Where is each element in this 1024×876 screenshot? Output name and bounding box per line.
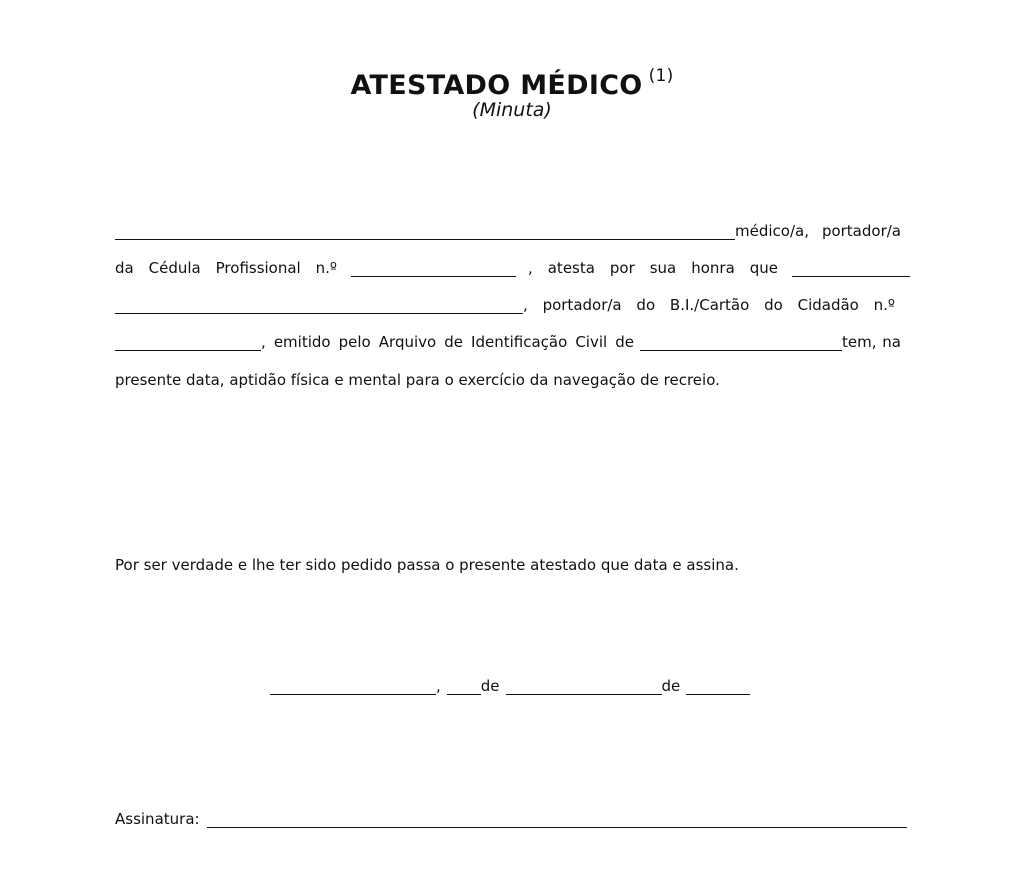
doctor-name-field[interactable] bbox=[115, 223, 735, 240]
month-field[interactable] bbox=[506, 678, 662, 695]
paragraph-line-4 bbox=[115, 329, 901, 351]
issuing-location-field[interactable] bbox=[640, 334, 842, 351]
date-de-1: de bbox=[480, 677, 500, 695]
paragraph-line-3 bbox=[115, 292, 895, 314]
signature-line bbox=[115, 806, 907, 828]
line5-text: presente data, aptidão física e mental para o exercício da navegação de recreio. bbox=[115, 371, 720, 389]
professional-card-number-field[interactable] bbox=[351, 260, 516, 277]
closing-text: Por ser verdade e lhe ter sido pedido passa o presente atestado que data e assina. bbox=[115, 556, 739, 574]
date-de-2: de bbox=[661, 677, 681, 695]
date-line bbox=[270, 673, 770, 695]
year-field[interactable] bbox=[686, 678, 750, 695]
line2-text-part2: , atesta por sua honra que bbox=[528, 259, 778, 277]
date-comma: , bbox=[436, 677, 441, 695]
signature-label: Assinatura: bbox=[115, 810, 200, 828]
document-subtitle: (Minuta) bbox=[472, 99, 552, 121]
patient-name-field-start[interactable] bbox=[792, 260, 910, 277]
paragraph-line-1 bbox=[115, 218, 901, 240]
signature-field[interactable] bbox=[207, 811, 907, 828]
line2-text-part1: da Cédula Profissional n.º bbox=[115, 259, 337, 277]
line4-text-part2: tem, na bbox=[842, 333, 901, 351]
closing-statement bbox=[115, 552, 901, 574]
paragraph-line-2 bbox=[115, 255, 910, 277]
place-field[interactable] bbox=[270, 678, 436, 695]
day-field[interactable] bbox=[447, 678, 481, 695]
title-text: ATESTADO MÉDICO bbox=[350, 70, 643, 101]
patient-name-field[interactable] bbox=[115, 297, 523, 314]
line4-text-part1: , emitido pelo Arquivo de Identificação Civil de bbox=[261, 333, 634, 351]
paragraph-line-5 bbox=[115, 367, 901, 389]
footnote-reference: (1) bbox=[648, 66, 674, 86]
line3-text: , portador/a do B.I./Cartão do Cidadão n.º bbox=[523, 296, 895, 314]
line1-text-wrap bbox=[735, 222, 901, 240]
id-card-number-field[interactable] bbox=[115, 334, 261, 351]
line1-text: médico/a, portador/a bbox=[735, 222, 901, 240]
